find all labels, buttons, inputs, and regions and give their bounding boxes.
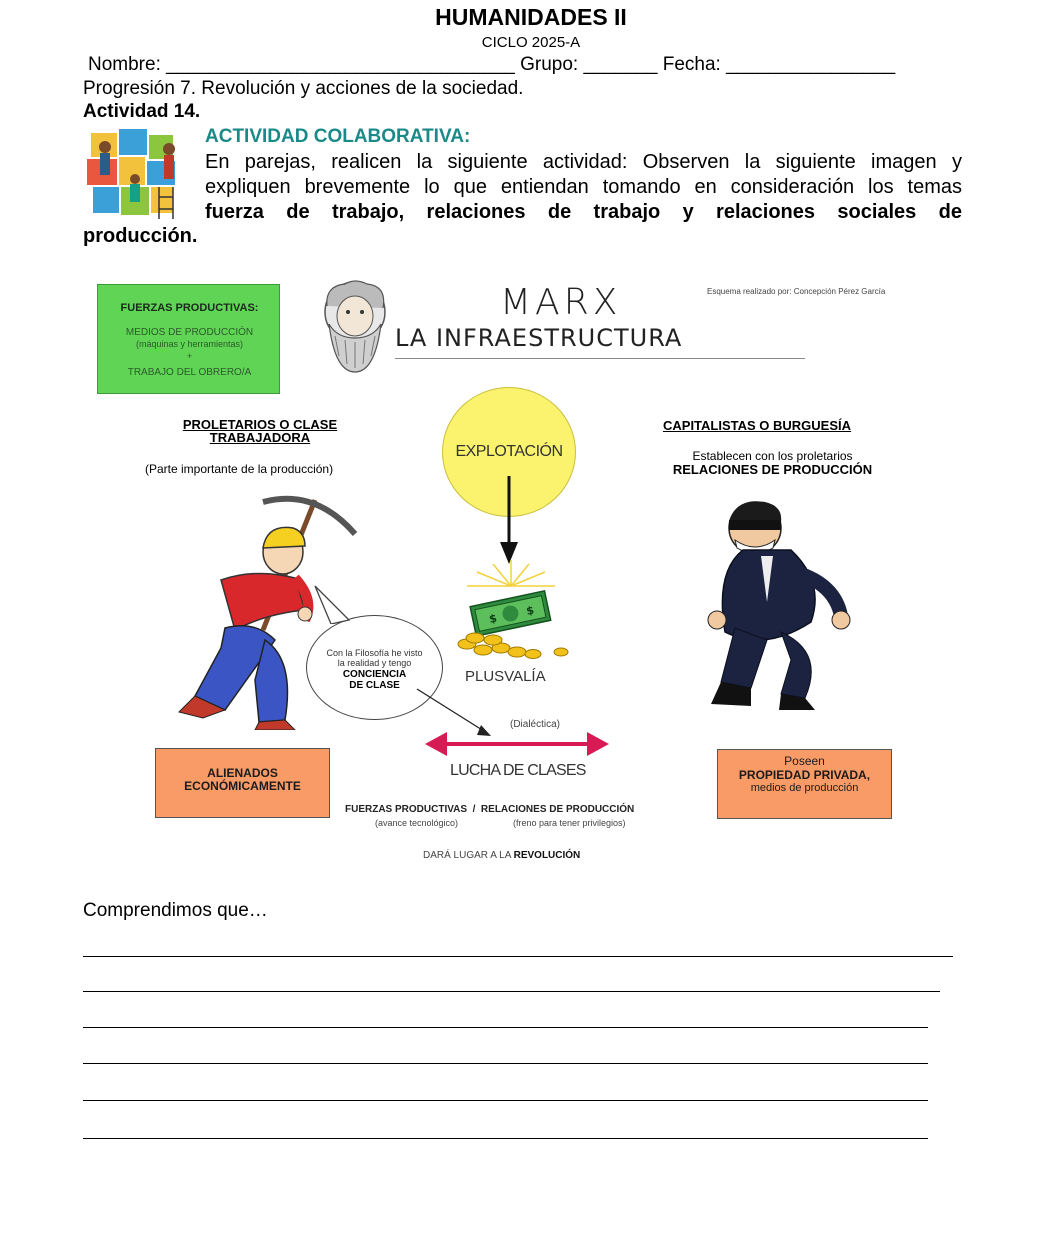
puzzle-teamwork-icon bbox=[83, 127, 187, 221]
productive-forces-title: FUERZAS PRODUCTIVAS: bbox=[120, 302, 259, 314]
surplus-value-label: PLUSVALÍA bbox=[465, 668, 546, 685]
bubble-text-1: Con la Filosofía he visto bbox=[326, 648, 423, 658]
private-property-label-3: medios de producción bbox=[750, 782, 859, 794]
capitalist-illustration bbox=[695, 492, 865, 712]
revolution-lead: DARÁ LUGAR A LA bbox=[423, 850, 511, 861]
answer-line[interactable] bbox=[83, 1027, 928, 1028]
alienated-label-2: ECONÓMICAMENTE bbox=[184, 779, 301, 793]
answer-line[interactable] bbox=[83, 991, 940, 992]
private-property-label-1: Poseen bbox=[784, 754, 825, 768]
instructions-line-3: fuerza de trabajo, relaciones de trabajo y relaciones sociales de bbox=[205, 201, 962, 223]
forces-relations-label: FUERZAS PRODUCTIVAS / RELACIONES DE PRODUCCIÓN bbox=[345, 804, 635, 815]
productive-forces-box bbox=[97, 284, 280, 394]
machines-tools-label: (máquinas y herramientas) bbox=[135, 339, 244, 349]
instructions-line-1: En parejas, realicen la siguiente actividad: Observen la siguiente imagen y bbox=[205, 151, 962, 173]
plus-sign: + bbox=[186, 351, 193, 361]
instructions-line-2: expliquen brevemente lo que entiendan tomando en consideración los temas bbox=[205, 176, 962, 198]
diagram-credit: Esquema realizado por: Concepción Pérez García bbox=[707, 287, 886, 296]
bubble-text-4: DE CLASE bbox=[349, 680, 400, 691]
page-title: HUMANIDADES II bbox=[435, 4, 627, 30]
means-of-production-label: MEDIOS DE PRODUCCIÓN bbox=[125, 327, 254, 338]
revolution-word: REVOLUCIÓN bbox=[513, 850, 581, 861]
down-arrow-icon bbox=[499, 476, 519, 566]
svg-text:$: $ bbox=[487, 611, 499, 626]
answer-prompt: Comprendimos que… bbox=[83, 900, 268, 921]
capitalists-subtitle: Establecen con los proletarios bbox=[692, 449, 853, 463]
marx-heading: MARX bbox=[500, 282, 622, 323]
answer-line[interactable] bbox=[83, 1063, 928, 1064]
alienated-label-1: ALIENADOS bbox=[207, 766, 278, 780]
production-relations-label: RELACIONES DE PRODUCCIÓN bbox=[672, 462, 873, 477]
marx-infrastructure-diagram bbox=[85, 262, 965, 874]
answer-line[interactable] bbox=[83, 1100, 928, 1101]
answer-line[interactable] bbox=[83, 1138, 928, 1139]
class-struggle-label: LUCHA DE CLASES bbox=[450, 762, 586, 779]
infrastructure-heading: LA INFRAESTRUCTURA bbox=[395, 324, 683, 352]
cycle-label: CICLO 2025-A bbox=[481, 34, 581, 51]
heading-underline bbox=[395, 358, 805, 359]
speech-bubble-tail bbox=[313, 584, 353, 624]
proletarians-subtitle: (Parte importante de la producción) bbox=[145, 462, 334, 476]
proletarians-title: PROLETARIOS O CLASE TRABAJADORA bbox=[182, 417, 338, 445]
capitalists-title: CAPITALISTAS O BURGUESÍA bbox=[663, 418, 852, 433]
bubble-text-3: CONCIENCIA bbox=[342, 669, 407, 680]
double-arrow-icon bbox=[425, 730, 609, 758]
marx-portrait-icon bbox=[315, 276, 395, 376]
revolution-line bbox=[423, 850, 580, 861]
privilege-brake-label: (freno para tener privilegios) bbox=[513, 818, 626, 828]
answer-line[interactable] bbox=[83, 956, 953, 957]
instructions-line-4: producción. bbox=[83, 225, 198, 247]
dialectics-label: (Dialéctica) bbox=[510, 719, 561, 730]
exploitation-label: EXPLOTACIÓN bbox=[455, 443, 563, 460]
worker-labor-label: TRABAJO DEL OBRERO/A bbox=[127, 367, 252, 378]
activity-number: Actividad 14. bbox=[83, 101, 201, 122]
svg-text:$: $ bbox=[525, 603, 536, 618]
bubble-text-2: la realidad y tengo bbox=[337, 658, 412, 668]
collaborative-activity-label: ACTIVIDAD COLABORATIVA: bbox=[205, 126, 471, 147]
progression-label: Progresión 7. Revolución y acciones de la sociedad. bbox=[83, 78, 524, 99]
money-pile-icon bbox=[453, 558, 569, 670]
private-property-label-2: PROPIEDAD PRIVADA, bbox=[738, 768, 871, 782]
tech-advance-label: (avance tecnológico) bbox=[375, 818, 459, 828]
student-fields-line: Nombre: _________________________________ Grupo: _______ Fecha: ________________ bbox=[88, 54, 896, 75]
